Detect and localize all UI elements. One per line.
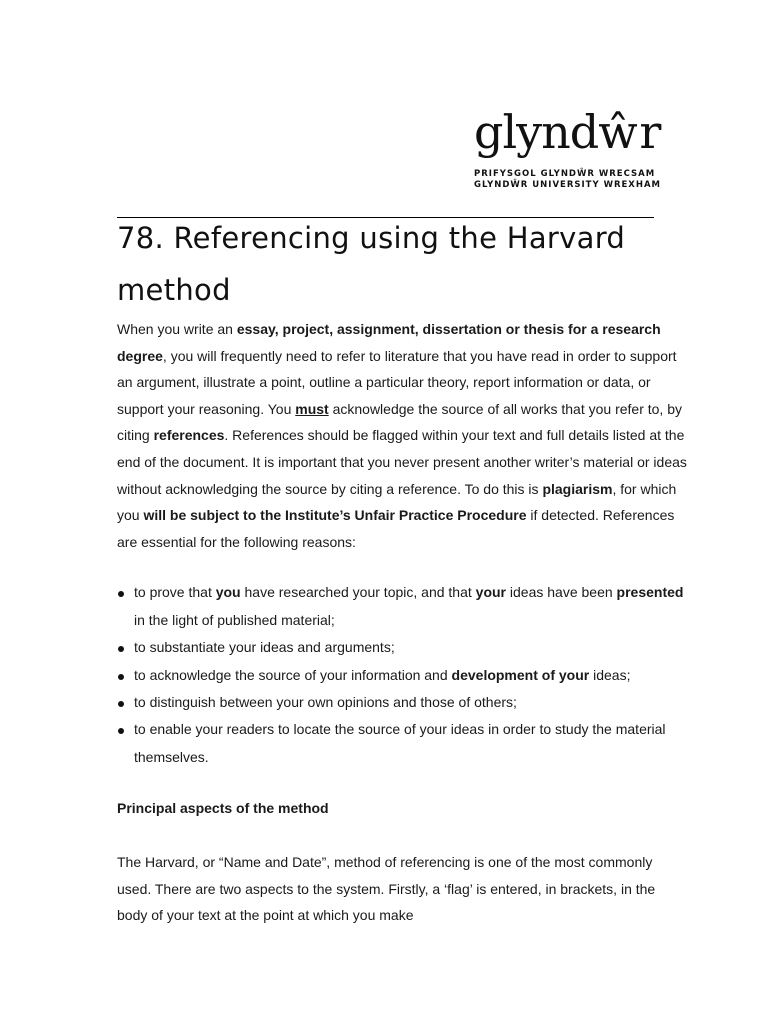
university-logo bbox=[474, 104, 674, 191]
list-item: to enable your readers to locate the source of your ideas in order to study the material themselves. bbox=[117, 716, 687, 771]
list-item-bold: you bbox=[215, 584, 241, 601]
reasons-list bbox=[117, 579, 687, 771]
intro-text-1: When you write an bbox=[117, 321, 237, 337]
list-item bbox=[117, 579, 687, 634]
logo-subtitle-english: GLYNDŴR UNIVERSITY WREXHAM bbox=[474, 180, 662, 190]
logo-subtitle-welsh: PRIFYSGOL GLYNDŴR WRECSAM bbox=[474, 169, 656, 179]
intro-text-5: , for which you bbox=[117, 480, 677, 524]
intro-bold-3: plagiarism bbox=[542, 480, 613, 497]
intro-bold-4: will be subject to the Institute’s Unfair Practice Procedure bbox=[143, 507, 527, 524]
section-heading: Principal aspects of the method bbox=[117, 800, 329, 817]
intro-text-4: . References should be flagged within your text and full details listed at the end of the document. It is important that you never present another writer’s material or ideas without acknowledging the source by citing a reference. To do this is bbox=[117, 427, 687, 497]
intro-text-2: , you will frequently need to refer to literature that you have read in order to support an argument, illustrate a point, outline a particular theory, report information or data, or support your reasoning. You bbox=[117, 347, 677, 417]
intro-bold-1: essay, project, assignment, dissertation or thesis for a research degree bbox=[117, 321, 661, 364]
intro-text-6: if detected. References are essential for the following reasons: bbox=[117, 507, 675, 550]
intro-bold-2: references bbox=[153, 427, 225, 444]
list-item-text: to acknowledge the source of your information and bbox=[134, 666, 452, 683]
list-item bbox=[117, 662, 687, 689]
list-item-bold: presented bbox=[616, 584, 684, 601]
method-paragraph: The Harvard, or “Name and Date”, method of referencing is one of the most commonly used. There are two aspects to the system. Firstly, a ‘flag’ is entered, in brackets, in the body of your text at the point at which you make bbox=[117, 854, 656, 924]
list-item-text: ideas have been bbox=[506, 584, 617, 601]
list-item-bold: your bbox=[475, 584, 506, 601]
document-body bbox=[117, 212, 687, 929]
list-item: to distinguish between your own opinions and those of others; bbox=[117, 689, 687, 716]
logo-wordmark: glyndŵr bbox=[474, 105, 661, 159]
list-item-bold: development of your bbox=[451, 666, 590, 683]
intro-paragraph bbox=[117, 316, 687, 555]
list-item: to substantiate your ideas and arguments; bbox=[117, 634, 687, 661]
intro-must: must bbox=[295, 400, 329, 417]
page-title: 78. Referencing using the Harvard method bbox=[117, 221, 626, 307]
list-item-text: to prove that bbox=[134, 584, 216, 601]
list-item-text: have researched your topic, and that bbox=[240, 584, 476, 601]
list-item-text: in the light of published material; bbox=[134, 611, 335, 628]
list-item-text: ideas; bbox=[589, 666, 631, 683]
intro-text-3: acknowledge the source of all works that you refer to, by citing bbox=[117, 400, 682, 444]
